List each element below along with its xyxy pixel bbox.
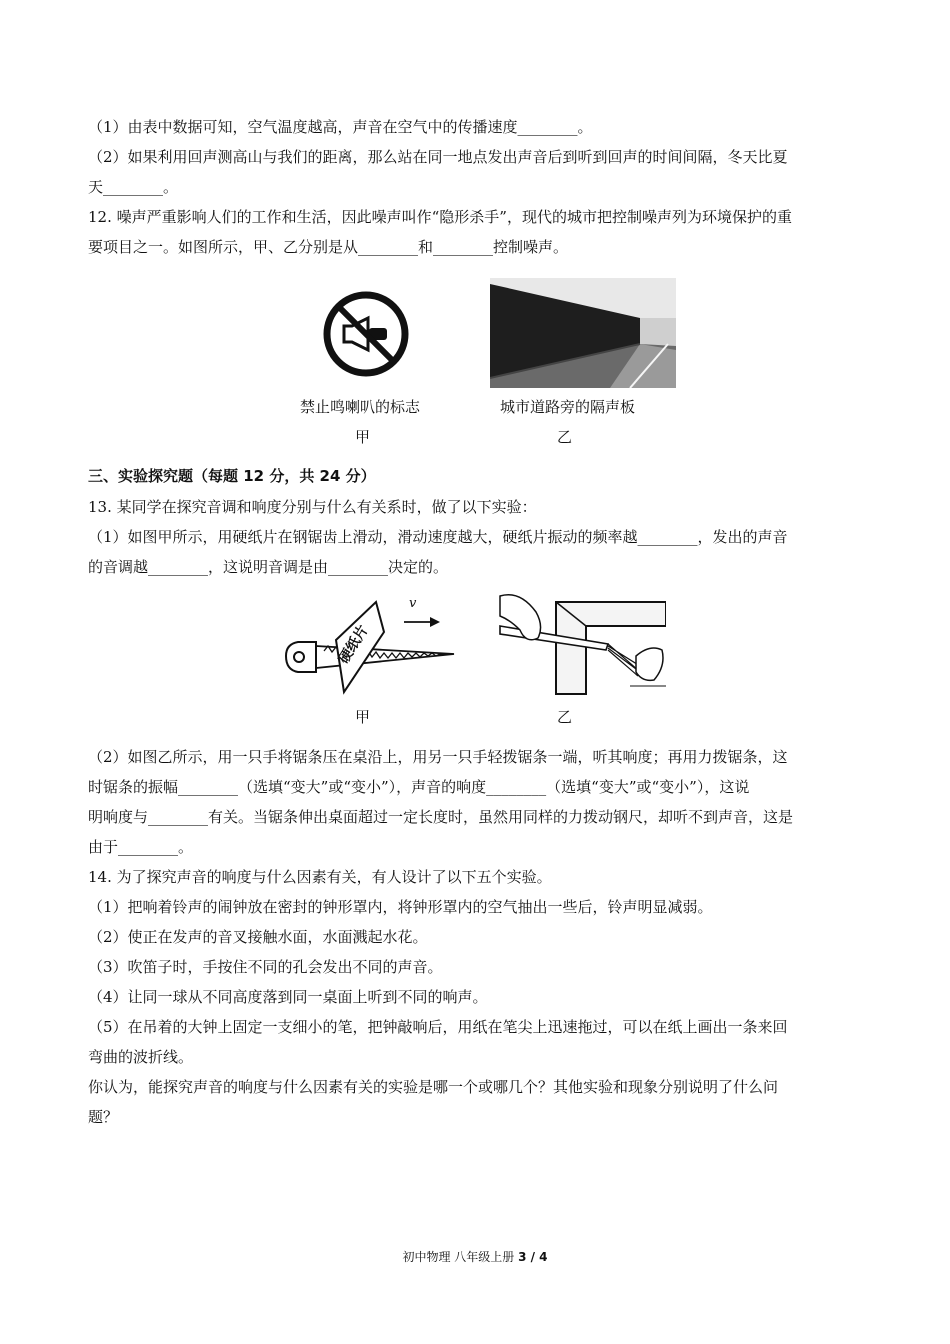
q14-item5-line2: 弯曲的波折线。 bbox=[88, 1048, 194, 1066]
footer-subject: 初中物理 八年级上册 bbox=[402, 1250, 519, 1264]
q13-sub2-line4: 由于________。 bbox=[88, 838, 194, 856]
cardboard-label: 硬纸片 bbox=[335, 622, 372, 667]
q13-sub2-line2: 时锯条的振幅________（选填“变大”或“变小”），声音的响度________（选填“变大”或“变小”），这说 bbox=[88, 778, 750, 796]
footer-page-number: 3 / 4 bbox=[518, 1250, 548, 1264]
page-content bbox=[88, 112, 864, 1132]
q11-sub2-line2: 天________。 bbox=[88, 178, 179, 196]
fig-yi-caption: 城市道路旁的隔声板 bbox=[500, 398, 636, 416]
q11-sub1: （1）由表中数据可知，空气温度越高，声音在空气中的传播速度________。 bbox=[88, 118, 593, 136]
q13-figures bbox=[88, 582, 864, 742]
q13-fig-label-jia: 甲 bbox=[355, 708, 371, 726]
page-footer bbox=[0, 1248, 950, 1265]
q13-sub2-line3: 明响度与________有关。当锯条伸出桌面超过一定长度时，虽然用同样的力拨动钢尺，却听不到声音，这是 bbox=[88, 808, 794, 826]
q13-sub2-line1: （2）如图乙所示，用一只手将锯条压在桌沿上，用另一只手轻拨锯条一端，听其响度；再用力拨锯条，这 bbox=[88, 748, 788, 766]
q14-intro: 14. 为了探究声音的响度与什么因素有关，有人设计了以下五个实验。 bbox=[88, 868, 552, 886]
saw-blade-table-figure bbox=[490, 586, 666, 698]
q12-line2: 要项目之一。如图所示，甲、乙分别是从________和________控制噪声。 bbox=[88, 238, 569, 256]
q14-question-line1: 你认为，能探究声音的响度与什么因素有关的实验是哪一个或哪几个？其他实验和现象分别说明了什么问 bbox=[88, 1078, 779, 1096]
q13-fig-label-yi: 乙 bbox=[557, 708, 573, 726]
q11-sub2-line1: （2）如果利用回声测高山与我们的距离，那么站在同一地点发出声音后到听到回声的时间间隔，冬天比夏 bbox=[88, 148, 788, 166]
fig-label-jia: 甲 bbox=[355, 428, 371, 446]
saw-cardboard-figure bbox=[284, 596, 460, 704]
section-3-title: 三、实验探究题（每题 12 分，共 24 分） bbox=[88, 467, 376, 485]
q14-item2: （2）使正在发声的音叉接触水面，水面溅起水花。 bbox=[88, 928, 428, 946]
fig-label-yi: 乙 bbox=[557, 428, 573, 446]
q13-sub1-line2: 的音调越________，这说明音调是由________决定的。 bbox=[88, 558, 449, 576]
q14-question-line2: 题？ bbox=[88, 1108, 119, 1126]
q12-line1: 12. 噪声严重影响人们的工作和生活，因此噪声叫作“隐形杀手”，现代的城市把控制噪声列为环境保护的重 bbox=[88, 208, 792, 226]
q12-figures bbox=[88, 262, 864, 458]
q14-item5-line1: （5）在吊着的大钟上固定一支细小的笔，把钟敲响后，用纸在笔尖上迅速拖过，可以在纸上画出一条来回 bbox=[88, 1018, 788, 1036]
sound-barrier-photo bbox=[490, 278, 676, 388]
no-horn-sign-icon bbox=[322, 290, 410, 378]
fig-jia-caption: 禁止鸣喇叭的标志 bbox=[300, 398, 421, 416]
velocity-label: v bbox=[409, 596, 417, 611]
q14-item3: （3）吹笛子时，手按住不同的孔会发出不同的声音。 bbox=[88, 958, 443, 976]
q14-item4: （4）让同一球从不同高度落到同一桌面上听到不同的响声。 bbox=[88, 988, 488, 1006]
q13-intro: 13. 某同学在探究音调和响度分别与什么有关系时，做了以下实验： bbox=[88, 498, 537, 516]
q14-item1: （1）把响着铃声的闹钟放在密封的钟形罩内，将钟形罩内的空气抽出一些后，铃声明显减弱。 bbox=[88, 898, 713, 916]
q13-sub1-line1: （1）如图甲所示，用硬纸片在钢锯齿上滑动，滑动速度越大，硬纸片振动的频率越________，发出的声音 bbox=[88, 528, 788, 546]
